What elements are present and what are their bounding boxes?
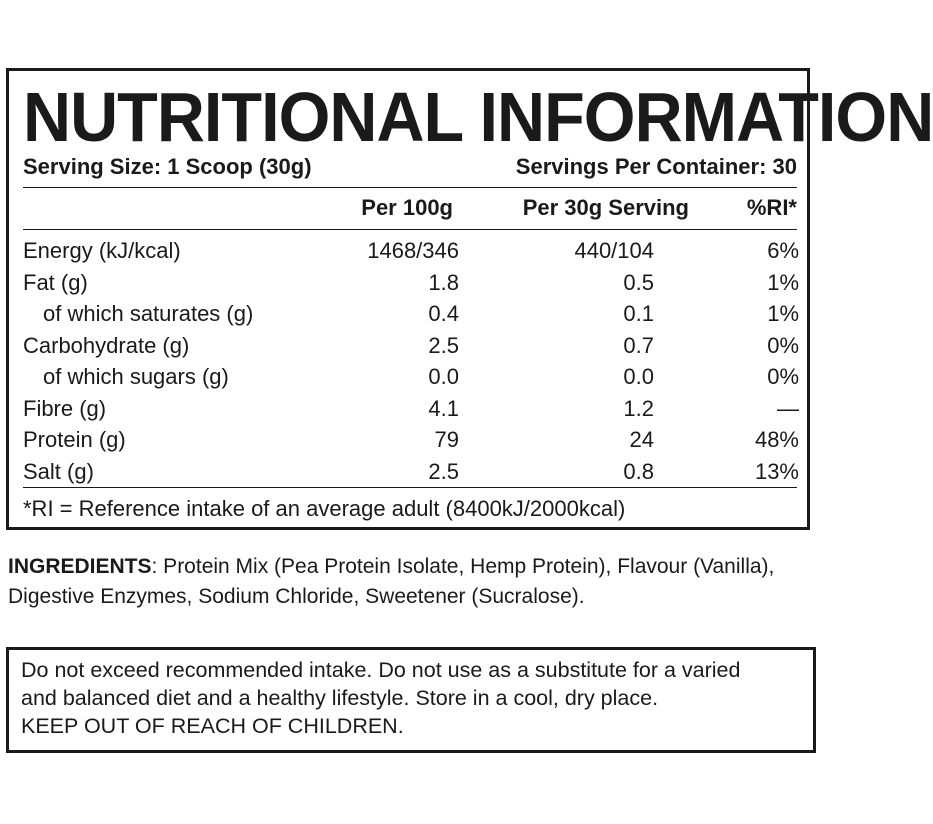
- per-100g-value: 2.5: [428, 332, 459, 358]
- serving-size: Serving Size: 1 Scoop (30g): [23, 154, 312, 179]
- table-row: [23, 267, 799, 299]
- column-header-ri: %RI*: [746, 195, 797, 220]
- per-serving-value: 0.7: [623, 332, 654, 358]
- per-100g-value: 0.0: [428, 364, 459, 389]
- divider: [23, 229, 797, 230]
- row-label: of which saturates (g): [43, 301, 254, 326]
- ri-value: 1%: [767, 301, 799, 326]
- column-header-per-serving: Per 30g Serving: [522, 195, 689, 220]
- servings-per-container: Servings Per Container: 30: [515, 154, 797, 179]
- table-row: [23, 235, 799, 267]
- row-label: of which sugars (g): [43, 364, 229, 389]
- nutrition-panel: [6, 68, 933, 530]
- warning-line: KEEP OUT OF REACH OF CHILDREN.: [21, 714, 404, 738]
- nutrition-table: [23, 235, 799, 487]
- table-row: [23, 298, 799, 330]
- per-serving-value: 24: [629, 427, 654, 452]
- serving-info-row: [23, 153, 797, 181]
- ingredients-block: [8, 552, 816, 612]
- row-label: Fibre (g): [23, 395, 107, 421]
- per-serving-value: 0.8: [623, 458, 654, 484]
- panel-title: NUTRITIONAL INFORMATION: [23, 78, 933, 156]
- ingredients-heading: INGREDIENTS: [8, 555, 152, 578]
- table-row: [23, 330, 799, 362]
- ri-value: 0%: [767, 364, 799, 389]
- column-header-per-100g: Per 100g: [361, 195, 453, 220]
- per-serving-value: 0.0: [623, 364, 654, 389]
- per-100g-value: 0.4: [428, 301, 459, 326]
- divider: [23, 187, 797, 188]
- ri-footnote: *RI = Reference intake of an average adult (8400kJ/2000kcal): [23, 496, 626, 521]
- table-row: [23, 361, 799, 393]
- ri-value: 0%: [767, 332, 799, 358]
- ri-value: —: [777, 395, 799, 421]
- ri-value: 6%: [767, 238, 799, 263]
- ri-value: 48%: [754, 427, 799, 452]
- table-row: [23, 424, 799, 456]
- per-100g-value: 4.1: [428, 395, 459, 421]
- ri-value: 1%: [767, 269, 799, 295]
- per-100g-value: 79: [434, 427, 459, 452]
- per-serving-value: 0.5: [623, 269, 654, 295]
- row-label: Protein (g): [23, 427, 126, 452]
- per-serving-value: 0.1: [623, 301, 654, 326]
- per-100g-value: 1468/346: [367, 238, 459, 263]
- per-100g-value: 1.8: [428, 269, 459, 295]
- table-row: [23, 456, 799, 488]
- warning-line: Do not exceed recommended intake. Do not use as a substitute for a varied: [21, 658, 741, 682]
- row-label: Carbohydrate (g): [23, 332, 190, 358]
- row-label: Fat (g): [23, 269, 88, 295]
- row-label: Salt (g): [23, 458, 94, 484]
- ingredients-text: : Protein Mix (Pea Protein Isolate, Hemp Protein), Flavour (Vanilla), Digestive Enzymes, Sodium Chloride, Sweetener (Sucralose).: [8, 555, 775, 608]
- per-serving-value: 440/104: [574, 238, 654, 263]
- warning-line: and balanced diet and a healthy lifestyle. Store in a cool, dry place.: [21, 686, 659, 710]
- per-serving-value: 1.2: [623, 395, 654, 421]
- table-row: [23, 393, 799, 425]
- row-label: Energy (kJ/kcal): [23, 238, 181, 263]
- warning-box: [6, 647, 816, 753]
- per-100g-value: 2.5: [428, 458, 459, 484]
- divider: [23, 487, 797, 488]
- ri-value: 13%: [754, 458, 799, 484]
